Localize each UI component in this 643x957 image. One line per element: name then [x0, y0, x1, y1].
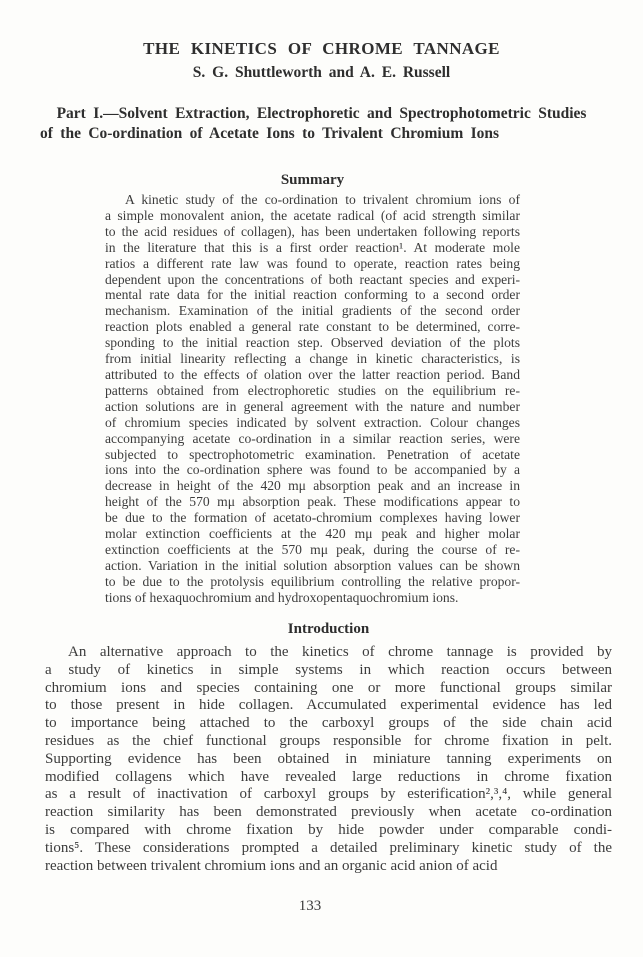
text-line: to those present in hide collagen. Accumulated experimental evidence has led	[45, 697, 612, 714]
text-line: subjected to spectrophotometric examination. Penetration of acetate	[105, 446, 520, 462]
text-line: dependent upon the concentrations of both reactant species and experi-	[105, 271, 520, 287]
text-line: as a result of inactivation of carboxyl groups by esterification²,³,⁴, while general	[45, 786, 612, 803]
text-line: action. Variation in the initial solution absorption values can be shown	[105, 557, 520, 573]
text-line: in the literature that this is a first order reaction¹. At moderate mole	[105, 239, 520, 255]
text-line: a study of kinetics in simple systems in which reaction occurs between	[45, 661, 612, 678]
text-line: chromium ions and species containing one or more functional groups similar	[45, 679, 612, 696]
text-line: extinction coefficients at the 570 mμ peak, during the course of re-	[105, 541, 520, 557]
text-line: is compared with chrome fixation by hide powder under comparable condi-	[45, 821, 612, 838]
text-line: reaction between trivalent chromium ions and an organic acid anion of acid	[45, 857, 498, 874]
text-line: a simple monovalent anion, the acetate radical (of acid strength similar	[105, 207, 520, 223]
paper-authors: S. G. Shuttleworth and A. E. Russell	[192, 64, 451, 81]
text-line: height of the 570 mμ absorption peak. These modifications appear to	[105, 494, 520, 510]
text-line: of chromium species indicated by solvent extraction. Colour changes	[105, 414, 520, 430]
text-line: tions⁵. These considerations prompted a detailed preliminary kinetic study of the	[45, 839, 612, 856]
text-line: from initial linearity reflecting a change in kinetic characteristics, is	[105, 351, 520, 367]
text-line: to be due to the protolysis equilibrium controlling the relative propor-	[105, 573, 520, 589]
text-line: patterns obtained from electrophoretic studies on the equilibrium re-	[105, 382, 520, 398]
part-heading	[40, 104, 603, 143]
text-line: mechanism. Examination of the initial gradients of the second order	[105, 303, 520, 319]
summary-text	[105, 192, 520, 606]
text-line: Part I.—Solvent Extraction, Electrophoretic and Spectrophotometric Studies	[56, 105, 587, 122]
text-line: of the Co-ordination of Acetate Ions to Trivalent Chromium Ions	[40, 124, 500, 142]
text-line: action solutions are in general agreement with the nature and number	[105, 398, 520, 414]
introduction-heading: Introduction	[287, 621, 370, 637]
text-line: decrease in height of the 420 mμ absorption peak and an increase in	[105, 478, 520, 494]
paper-title: THE KINETICS OF CHROME TANNAGE	[143, 39, 500, 58]
text-line: ratios a different rate law was found to operate, reaction rates being	[105, 255, 520, 271]
text-line: ions into the co-ordination sphere was found to be accompanied by a	[105, 462, 520, 478]
text-line: sponding to the initial reaction step. Observed deviation of the plots	[105, 335, 520, 351]
text-line: molar extinction coefficients at the 420 mμ peak and higher molar	[105, 526, 520, 542]
text-line: mental rate data for the initial reaction conforming to a second order	[105, 287, 520, 303]
text-line: modified collagens which have revealed large reductions in chrome fixation	[45, 768, 612, 785]
text-line: residues as the chief functional groups responsible for chrome fixation in pelt.	[45, 732, 612, 749]
text-line: to the acid residues of collagen), has been undertaken following reports	[105, 223, 520, 239]
text-line: attributed to the effects of olation over the latter reaction period. Band	[105, 366, 520, 382]
page-number: 133	[298, 898, 322, 914]
introduction-text	[45, 644, 612, 875]
text-line: accompanying acetate co-ordination in a similar reaction series, were	[105, 430, 520, 446]
summary-heading: Summary	[280, 172, 345, 188]
text-line: be due to the formation of acetato-chromium complexes having lower	[105, 510, 520, 526]
text-line: An alternative approach to the kinetics of chrome tannage is provided by	[68, 644, 612, 660]
text-line: to importance being attached to the carboxyl groups of the side chain acid	[45, 715, 612, 732]
text-line: tions of hexaquochromium and hydroxopentaquochromium ions.	[105, 589, 459, 605]
text-line: A kinetic study of the co-ordination to trivalent chromium ions of	[125, 192, 520, 207]
text-line: Supporting evidence has been obtained in miniature tanning experiments on	[45, 750, 612, 767]
text-line: reaction plots enabled a general rate constant to be determined, corre-	[105, 319, 520, 335]
text-line: reaction similarity has been demonstrated previously when acetate co-ordination	[45, 804, 612, 821]
